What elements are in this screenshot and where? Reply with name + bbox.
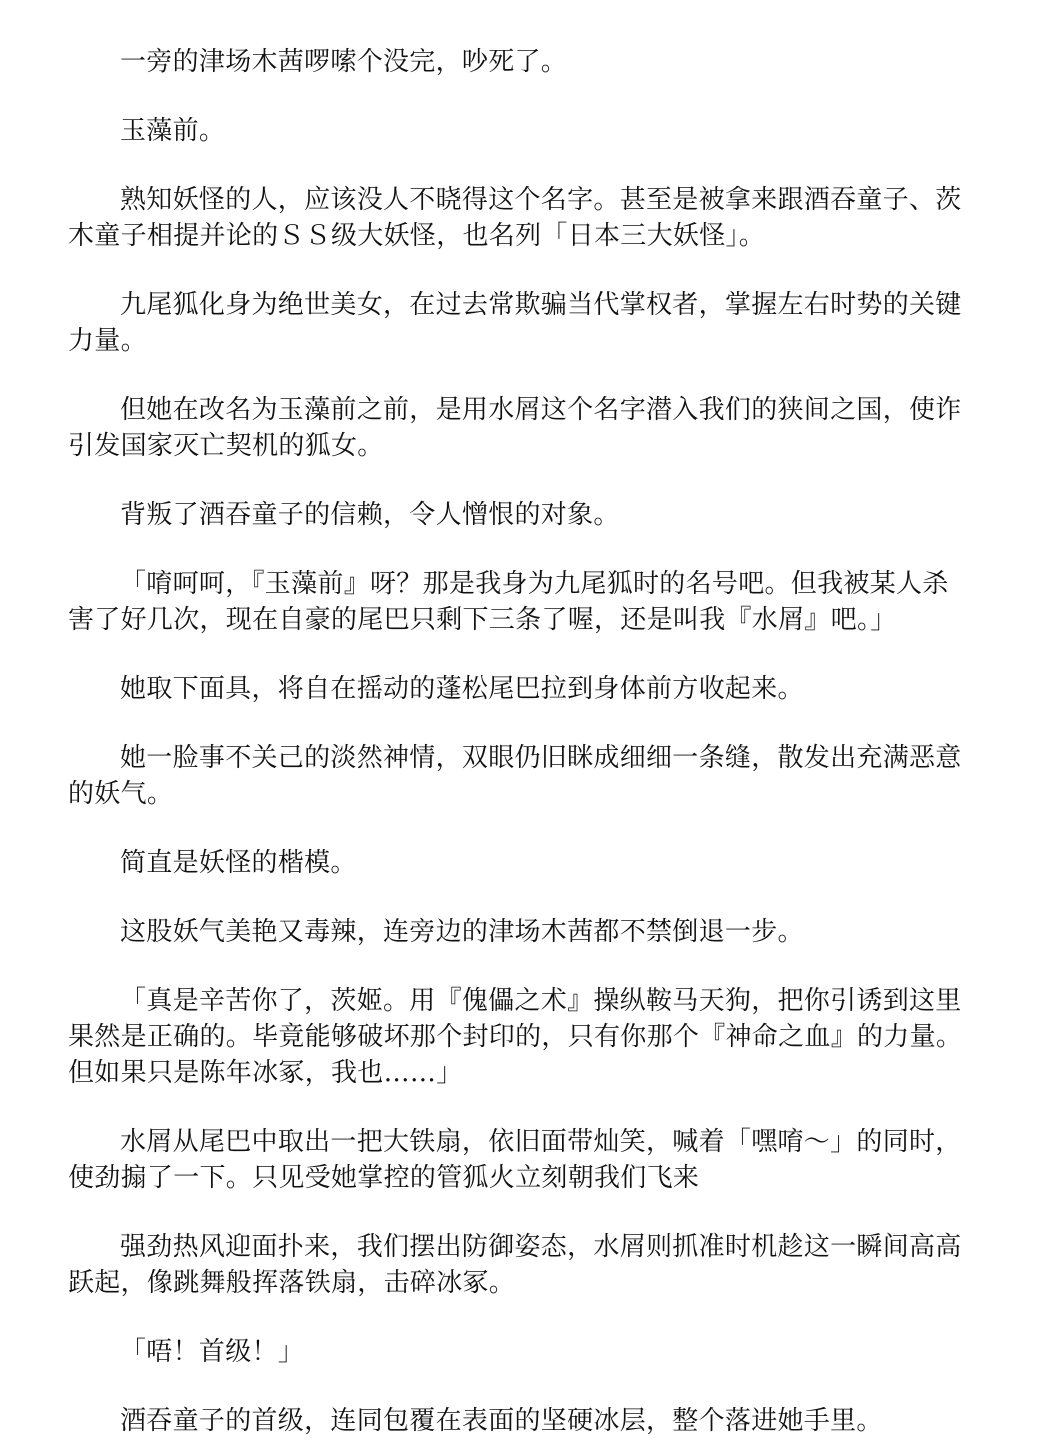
paragraph: 背叛了酒吞童子的信赖，令人憎恨的对象。: [120, 500, 620, 530]
paragraph: 但她在改名为玉藻前之前，是用水屑这个名字潜入我们的狭间之国，使诈 引发国家灭亡契机的狐女。: [68, 395, 962, 461]
paragraph: 玉藻前。: [120, 116, 226, 146]
paragraph: 九尾狐化身为绝世美女，在过去常欺骗当代掌权者，掌握左右时势的关键 力量。: [68, 290, 962, 356]
paragraph: 一旁的津场木茜啰嗦个没完，吵死了。: [120, 47, 568, 77]
paragraph: 水屑从尾巴中取出一把大铁扇，依旧面带灿笑，喊着「嘿唷～」的同时， 使劲搧了一下。只见受她掌控的管狐火立刻朝我们飞来: [68, 1127, 962, 1193]
paragraph: 她一脸事不关己的淡然神情，双眼仍旧眯成细细一条缝，散发出充满恶意 的妖气。: [68, 743, 962, 809]
paragraph: 「唔！首级！」: [120, 1337, 305, 1367]
paragraph: 熟知妖怪的人，应该没人不晓得这个名字。甚至是被拿来跟酒吞童子、茨 木童子相提并论的ＳＳ级大妖怪，也名列「日本三大妖怪」。: [68, 185, 962, 251]
paragraph: 这股妖气美艳又毒辣，连旁边的津场木茜都不禁倒退一步。: [120, 917, 804, 947]
paragraph: 酒吞童子的首级，连同包覆在表面的坚硬冰层，整个落进她手里。: [120, 1406, 883, 1436]
paragraph: 「唷呵呵，『玉藻前』呀？那是我身为九尾狐时的名号吧。但我被某人杀 害了好几次，现在自豪的尾巴只剩下三条了喔，还是叫我『水屑』吧。」: [68, 569, 949, 635]
paragraph: 简直是妖怪的楷模。: [120, 848, 357, 878]
paragraph: 「真是辛苦你了，茨姬。用『傀儡之术』操纵鞍马天狗，把你引诱到这里 果然是正确的。毕竟能够破坏那个封印的，只有你那个『神命之血』的力量。 但如果只是陈年冰冢，我也……」: [68, 986, 963, 1088]
paragraph: 她取下面具，将自在摇动的蓬松尾巴拉到身体前方收起来。: [120, 674, 804, 704]
paragraph: 强劲热风迎面扑来，我们摆出防御姿态，水屑则抓准时机趁这一瞬间高高 跃起，像跳舞般挥落铁扇，击碎冰冢。: [68, 1232, 962, 1298]
